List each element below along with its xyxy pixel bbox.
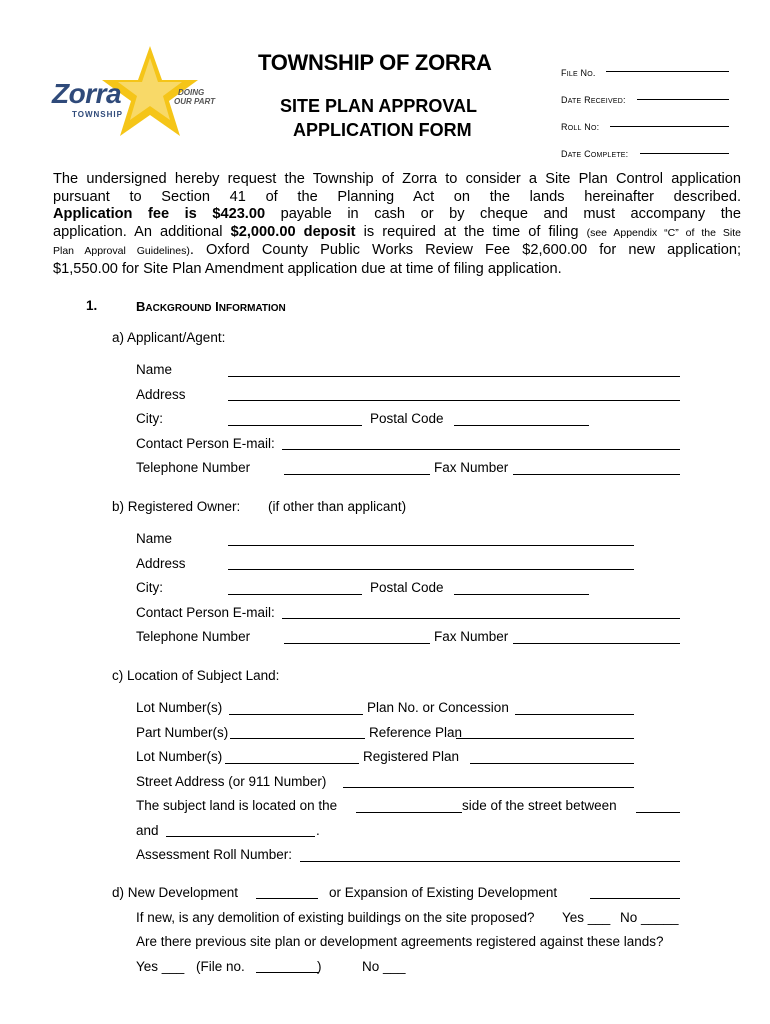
assessment-roll-field[interactable] [300, 861, 680, 862]
intro-line: The undersigned hereby request the Township of Zorra to consider a Site Plan Control application [53, 171, 741, 187]
registered-plan-field[interactable] [470, 763, 634, 764]
plan-concession-field[interactable] [515, 714, 634, 715]
location-label: c) Location of Subject Land: [112, 668, 280, 683]
new-development-field[interactable] [256, 898, 318, 899]
owner-city-label: City: [136, 580, 163, 595]
file-no-field[interactable] [606, 71, 729, 72]
owner-postal-field[interactable] [454, 594, 589, 595]
owner-note: (if other than applicant) [268, 499, 407, 514]
new-development-label: d) New Development [112, 885, 239, 900]
street-between-field[interactable] [636, 812, 680, 813]
part-number-label: Part Number(s) [136, 725, 229, 740]
applicant-telephone-field[interactable] [284, 474, 430, 475]
owner-city-field[interactable] [228, 594, 362, 595]
lot-number-2-label: Lot Number(s) [136, 749, 223, 764]
intro-paragraph [53, 171, 741, 279]
owner-contact-field[interactable] [282, 618, 680, 619]
logo-tagline-1: DOING [178, 88, 205, 97]
agreements-no[interactable]: No ___ [362, 959, 406, 974]
owner-fax-field[interactable] [513, 643, 680, 644]
applicant-name-field[interactable] [228, 376, 680, 377]
owner-name-field[interactable] [228, 545, 634, 546]
lot-number-2-field[interactable] [225, 763, 359, 764]
side-of-street-label: The subject land is located on the [136, 798, 338, 813]
owner-telephone-label: Telephone Number [136, 629, 251, 644]
registered-plan-label: Registered Plan [363, 749, 460, 764]
agreements-question: Are there previous site plan or development agreements registered against these lands? [136, 934, 664, 949]
assessment-roll-label: Assessment Roll Number: [136, 847, 293, 862]
plan-concession-label: Plan No. or Concession [367, 700, 509, 715]
owner-postal-label: Postal Code [370, 580, 444, 595]
street-between-label: side of the street between [462, 798, 617, 813]
applicant-city-field[interactable] [228, 425, 362, 426]
applicant-telephone-label: Telephone Number [136, 460, 251, 475]
reference-plan-field[interactable] [456, 738, 634, 739]
intro-line: Application fee is $423.00 payable in cash or by cheque and must accompany the [53, 206, 741, 223]
roll-no-field[interactable] [610, 126, 729, 127]
demolition-question: If new, is any demolition of existing buildings on the site proposed? [136, 910, 535, 925]
side-of-street-field[interactable] [356, 812, 462, 813]
applicant-fax-label: Fax Number [434, 460, 509, 475]
intro-line: application. An additional $2,000.00 deposit is required at the time of filing (see Appendix “C” of the Site [53, 223, 741, 240]
applicant-postal-field[interactable] [454, 425, 589, 426]
applicant-contact-field[interactable] [282, 449, 680, 450]
applicant-postal-label: Postal Code [370, 411, 444, 426]
expansion-label: or Expansion of Existing Development [329, 885, 558, 900]
lot-number-label: Lot Number(s) [136, 700, 223, 715]
form-title-line-1: SITE PLAN APPROVAL [280, 96, 478, 116]
logo-tagline-2: OUR PART [174, 97, 216, 106]
owner-address-field[interactable] [228, 569, 634, 570]
demolition-yes[interactable]: Yes ___ [562, 910, 611, 925]
page-title: TOWNSHIP OF ZORRA [258, 50, 492, 75]
applicant-address-field[interactable] [228, 400, 680, 401]
owner-name-label: Name [136, 531, 173, 546]
owner-fax-label: Fax Number [434, 629, 509, 644]
section-number: 1. [86, 298, 98, 313]
applicant-address-label: Address [136, 387, 186, 402]
street-address-label: Street Address (or 911 Number) [136, 774, 327, 789]
expansion-field[interactable] [590, 898, 680, 899]
intro-line: Plan Approval Guidelines). Oxford County Public Works Review Fee $2,600.00 for new application; [53, 242, 741, 259]
owner-label: b) Registered Owner: [112, 499, 241, 514]
form-title-line-2: APPLICATION FORM [293, 120, 472, 140]
date-received-field[interactable] [637, 99, 729, 100]
file-no-paren-label: (File no. [196, 959, 245, 974]
applicant-contact-label: Contact Person E-mail: [136, 436, 275, 451]
owner-address-label: Address [136, 556, 186, 571]
and-label: and [136, 823, 159, 838]
file-no-paren-close: ) [317, 959, 322, 974]
street-address-field[interactable] [343, 787, 634, 788]
agreements-yes[interactable]: Yes ___ [136, 959, 185, 974]
date-received-label: DATE RECEIVED: [561, 95, 626, 105]
file-no-label: FILE NO. [561, 68, 596, 78]
section-heading: BACKGROUND INFORMATION [136, 299, 286, 314]
applicant-name-label: Name [136, 362, 173, 377]
logo-subtitle: TOWNSHIP [72, 110, 123, 119]
owner-telephone-field[interactable] [284, 643, 430, 644]
part-number-field[interactable] [230, 738, 365, 739]
lot-number-field[interactable] [229, 714, 363, 715]
logo-brand: Zorra [52, 78, 122, 109]
intro-line: $1,550.00 for Site Plan Amendment application due at time of filing application. [53, 260, 562, 277]
reference-plan-label: Reference Plan [369, 725, 463, 740]
roll-no-label: ROLL NO: [561, 122, 600, 132]
applicant-fax-field[interactable] [513, 474, 680, 475]
township-logo [50, 44, 230, 140]
intro-line: pursuant to Section 41 of the Planning Act on the lands hereinafter described. [53, 188, 741, 205]
applicant-label: a) Applicant/Agent: [112, 330, 226, 345]
and-period: . [316, 823, 320, 838]
demolition-no[interactable]: No _____ [620, 910, 679, 925]
and-field[interactable] [166, 836, 315, 837]
date-complete-label: DATE COMPLETE: [561, 149, 629, 159]
agreements-file-no-field[interactable] [256, 972, 319, 973]
owner-contact-label: Contact Person E-mail: [136, 605, 275, 620]
applicant-city-label: City: [136, 411, 163, 426]
date-complete-field[interactable] [640, 153, 729, 154]
